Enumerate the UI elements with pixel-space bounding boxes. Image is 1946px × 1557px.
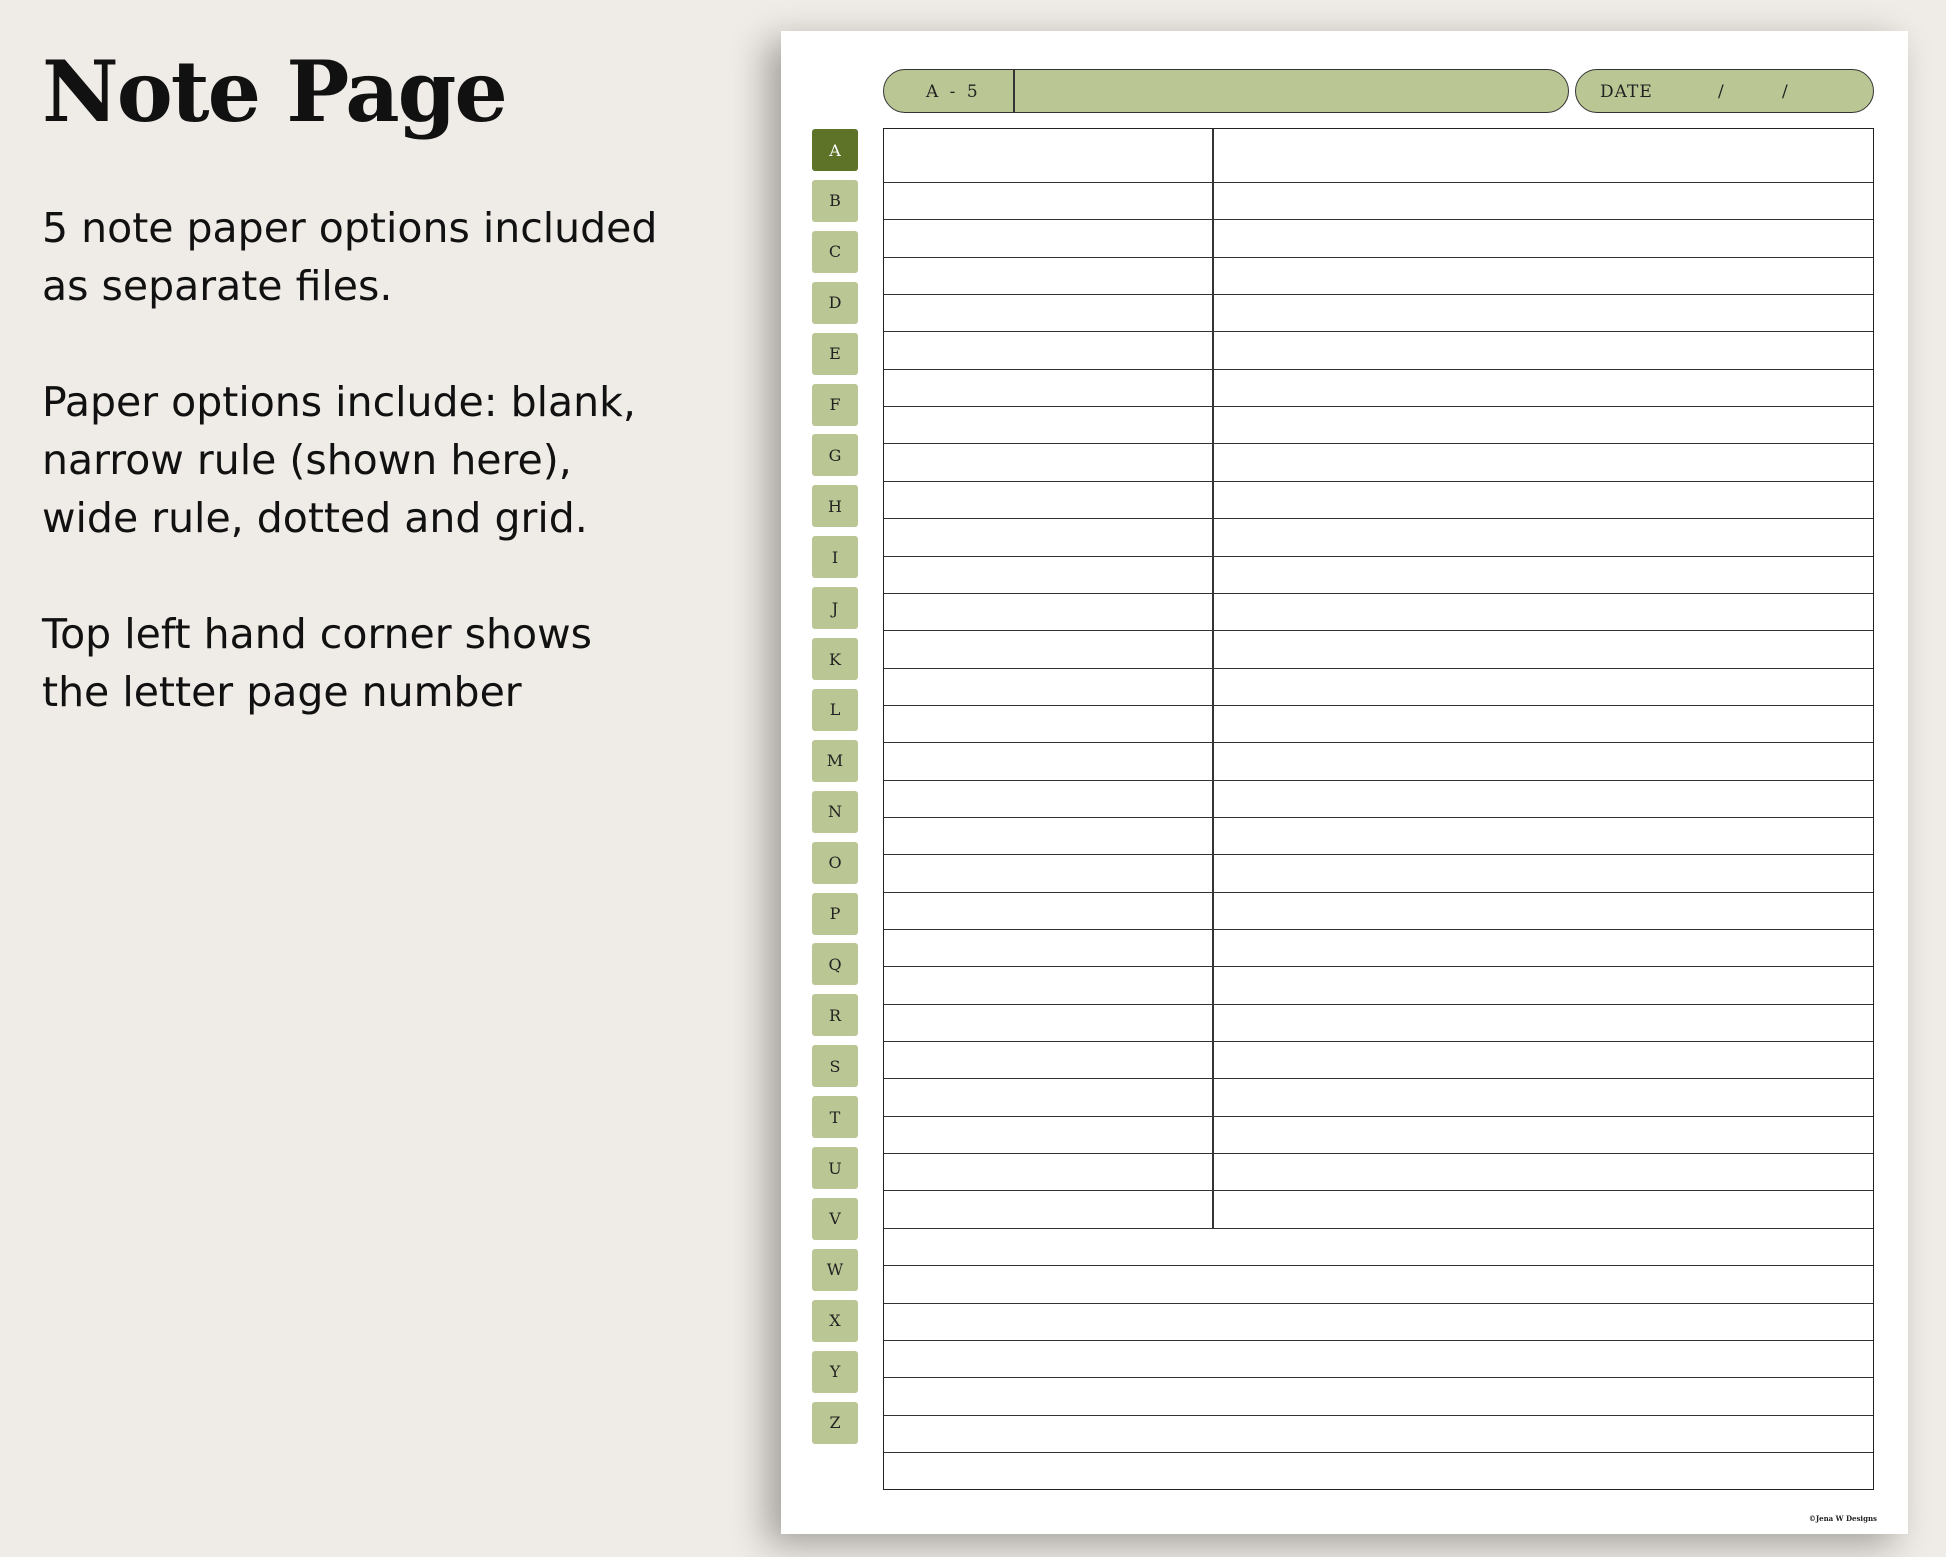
rule-line xyxy=(884,705,1873,706)
rule-line xyxy=(884,1116,1873,1117)
date-separator: / xyxy=(1782,82,1788,102)
rule-line xyxy=(884,630,1873,631)
tab-o[interactable]: O xyxy=(812,842,858,884)
tab-y[interactable]: Y xyxy=(812,1351,858,1393)
tab-a[interactable]: A xyxy=(812,129,858,171)
date-separator: / xyxy=(1718,82,1724,102)
rule-line xyxy=(884,331,1873,332)
tab-x[interactable]: X xyxy=(812,1300,858,1342)
description-line: Top left hand corner shows xyxy=(42,610,592,658)
tab-i[interactable]: I xyxy=(812,536,858,578)
rule-line xyxy=(884,219,1873,220)
tab-k[interactable]: K xyxy=(812,638,858,680)
rule-line xyxy=(884,1265,1873,1266)
rule-line xyxy=(884,1190,1873,1191)
tab-r[interactable]: R xyxy=(812,994,858,1036)
description-line: 5 note paper options included xyxy=(42,204,658,252)
tab-p[interactable]: P xyxy=(812,893,858,935)
rule-line xyxy=(884,294,1873,295)
tab-d[interactable]: D xyxy=(812,282,858,324)
rule-line xyxy=(884,1415,1873,1416)
rule-line xyxy=(884,854,1873,855)
rule-line xyxy=(884,443,1873,444)
rule-line xyxy=(884,780,1873,781)
note-ruled-area xyxy=(883,128,1874,1490)
tab-q[interactable]: Q xyxy=(812,943,858,985)
rule-line xyxy=(884,481,1873,482)
rule-line xyxy=(884,257,1873,258)
date-label: DATE xyxy=(1600,82,1653,102)
rule-line xyxy=(884,1153,1873,1154)
tab-c[interactable]: C xyxy=(812,231,858,273)
tab-f[interactable]: F xyxy=(812,384,858,426)
rule-line xyxy=(884,1303,1873,1304)
page-number-label: A - 5 xyxy=(926,82,981,102)
rule-line xyxy=(884,1452,1873,1453)
tab-w[interactable]: W xyxy=(812,1249,858,1291)
rule-line xyxy=(884,1340,1873,1341)
rule-line xyxy=(884,892,1873,893)
rule-line xyxy=(884,1228,1873,1229)
rule-line xyxy=(884,1041,1873,1042)
description-line: Paper options include: blank, xyxy=(42,378,636,426)
rule-line xyxy=(884,556,1873,557)
description-paragraph xyxy=(42,199,722,315)
rule-line xyxy=(884,1377,1873,1378)
tab-b[interactable]: B xyxy=(812,180,858,222)
rule-line xyxy=(884,742,1873,743)
rule-line xyxy=(884,966,1873,967)
page-number-header xyxy=(883,69,1569,113)
tab-s[interactable]: S xyxy=(812,1045,858,1087)
rule-line xyxy=(884,929,1873,930)
footer-credit: ©Jena W Designs xyxy=(1808,1514,1877,1523)
rule-line xyxy=(884,593,1873,594)
tab-u[interactable]: U xyxy=(812,1147,858,1189)
tab-h[interactable]: H xyxy=(812,485,858,527)
description-line: narrow rule (shown here), xyxy=(42,436,572,484)
rule-line xyxy=(884,668,1873,669)
tab-t[interactable]: T xyxy=(812,1096,858,1138)
header-divider xyxy=(1013,70,1015,112)
note-page-sheet xyxy=(781,31,1908,1534)
corner-info-paragraph xyxy=(42,605,722,721)
tab-n[interactable]: N xyxy=(812,791,858,833)
tab-z[interactable]: Z xyxy=(812,1402,858,1444)
rule-line xyxy=(884,182,1873,183)
rule-line xyxy=(884,817,1873,818)
page-heading: Note Page xyxy=(42,42,506,141)
paper-options-paragraph xyxy=(42,373,722,547)
description-line: the letter page number xyxy=(42,668,522,716)
description-line: as separate files. xyxy=(42,262,393,310)
rule-line xyxy=(884,1004,1873,1005)
tab-m[interactable]: M xyxy=(812,740,858,782)
date-header xyxy=(1575,69,1874,113)
tab-j[interactable]: J xyxy=(812,587,858,629)
rule-line xyxy=(884,1078,1873,1079)
tab-e[interactable]: E xyxy=(812,333,858,375)
rule-line xyxy=(884,518,1873,519)
rule-line xyxy=(884,369,1873,370)
description-line: wide rule, dotted and grid. xyxy=(42,494,588,542)
tab-v[interactable]: V xyxy=(812,1198,858,1240)
rule-line xyxy=(884,406,1873,407)
tab-l[interactable]: L xyxy=(812,689,858,731)
tab-g[interactable]: G xyxy=(812,434,858,476)
